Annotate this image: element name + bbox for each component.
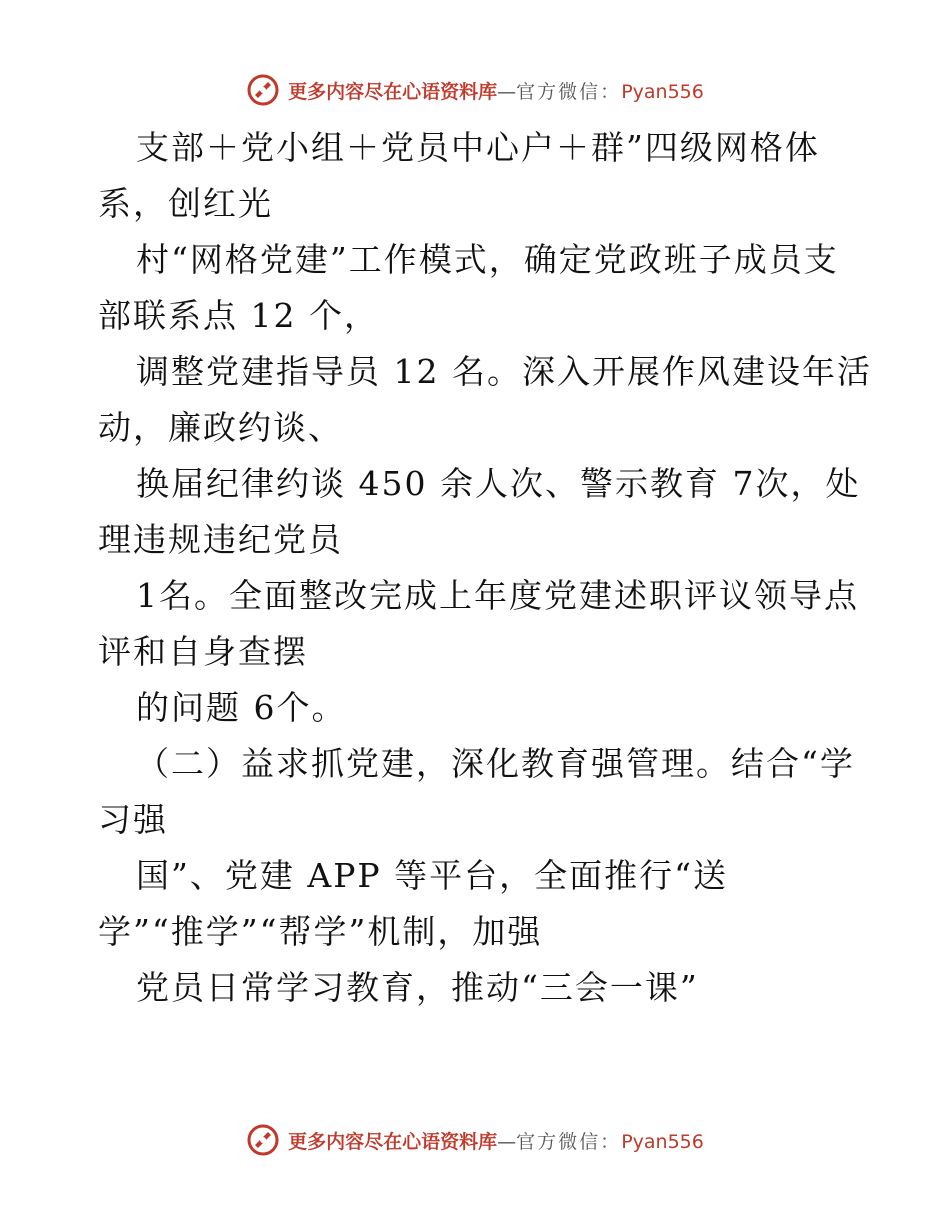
banner-brand: 更多内容尽在心语资料库: [288, 1130, 498, 1153]
banner-text: [288, 1127, 704, 1154]
header-banner: [0, 70, 950, 110]
seal-icon: [246, 73, 280, 107]
text-line: 的问题 6个。: [136, 688, 347, 727]
seal-icon: [246, 1123, 280, 1157]
text-line: 国”、党建 APP 等平台，全面推行“送: [136, 856, 728, 895]
banner-dash: —: [497, 80, 517, 103]
text-line: 支部＋党小组＋党员中心户＋群”四级网格体: [136, 128, 820, 167]
text-line: 理违规违纪党员: [98, 520, 343, 559]
text-line: 村“网格党建”工作模式，确定党政班子成员支: [136, 240, 839, 279]
banner-handle: Pyan556: [621, 1130, 704, 1153]
text-line: 系，创红光: [98, 184, 273, 223]
banner-dash: —: [497, 1130, 517, 1153]
text-line: 调整党建指导员 12 名。深入开展作风建设年活: [136, 352, 872, 391]
text-line: 评和自身查摆: [98, 632, 308, 671]
banner-official: 官方微信：: [516, 80, 622, 103]
text-line: 党员日常学习教育，推动“三会一课”: [136, 968, 699, 1007]
banner-brand: 更多内容尽在心语资料库: [288, 80, 498, 103]
text-line: 部联系点 12 个，: [98, 296, 379, 335]
banner-text: [288, 77, 704, 104]
text-line: 动，廉政约谈、: [98, 408, 343, 447]
document-body: [98, 120, 872, 1016]
text-line: 学”“推学”“帮学”机制，加强: [98, 912, 543, 951]
footer-banner: [0, 1120, 950, 1160]
banner-handle: Pyan556: [621, 80, 704, 103]
text-line: 换届纪律约谈 450 余人次、警示教育 7次，处: [136, 464, 861, 503]
text-line: （二）益求抓党建，深化教育强管理。结合“学: [136, 744, 855, 783]
text-line: 习强: [98, 800, 168, 839]
banner-official: 官方微信：: [516, 1130, 622, 1153]
text-line: 1名。全面整改完成上年度党建述职评议领导点: [136, 576, 859, 615]
